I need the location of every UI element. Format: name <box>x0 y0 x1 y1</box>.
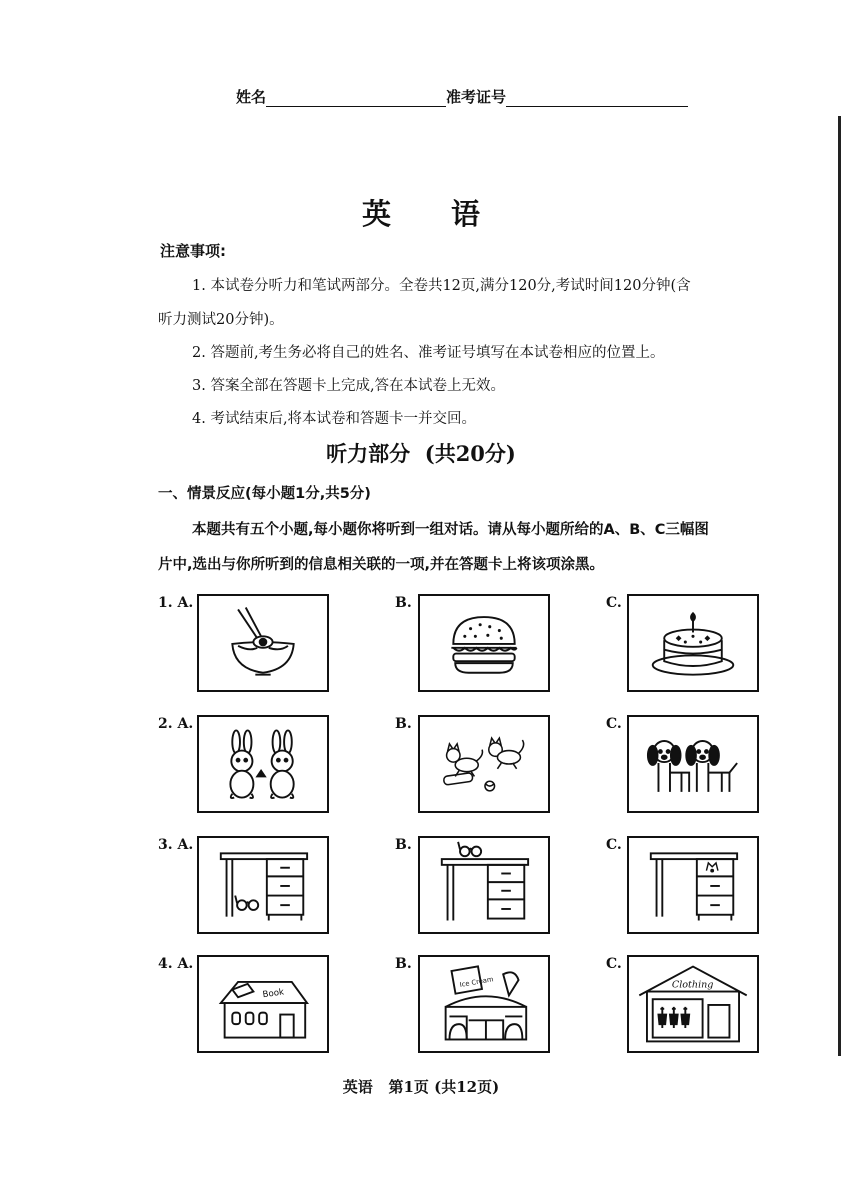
note-3: 3. 答案全部在答题卡上完成,答在本试卷上无效。 <box>192 378 506 394</box>
q3-option-c-picture[interactable] <box>627 836 759 934</box>
instruction-line-1: 本题共有五个小题,每小题你将听到一组对话。请从每小题所给的A、B、C三幅图 <box>192 522 709 538</box>
desk-cat-drawer-icon <box>629 838 757 932</box>
notes-heading: 注意事项: <box>160 242 226 260</box>
q3-option-b-picture[interactable] <box>418 836 550 934</box>
birthday-cake-icon <box>629 596 757 690</box>
page-title: 英语 <box>361 197 540 231</box>
q4-a-label: 4. A. <box>158 956 194 972</box>
q1-c-label: C. <box>606 595 622 611</box>
q2-option-b-picture[interactable] <box>418 715 550 813</box>
id-label: 准考证号 <box>446 88 507 106</box>
q4-option-b-picture[interactable] <box>418 955 550 1053</box>
q3-b-label: B. <box>395 837 412 853</box>
desk-glasses-on-icon <box>420 838 548 932</box>
note-2: 2. 答题前,考生务必将自己的姓名、准考证号填写在本试卷相应的位置上。 <box>192 345 665 361</box>
q1-option-c-picture[interactable] <box>627 594 759 692</box>
page-edge-line <box>838 116 841 1056</box>
q2-a-label: 2. A. <box>158 716 194 732</box>
part-heading: 一、情景反应(每小题1分,共5分) <box>158 486 371 502</box>
q3-c-label: C. <box>606 837 622 853</box>
ice-cream-sign-text: Ice Cream <box>459 975 494 989</box>
q4-b-label: B. <box>395 956 412 972</box>
q3-a-label: 3. A. <box>158 837 194 853</box>
instruction-line-2: 片中,选出与你所听到的信息相关联的一项,并在答题卡上将该项涂黑。 <box>158 557 605 573</box>
ice-cream-shop-icon <box>420 957 548 1051</box>
q2-option-c-picture[interactable] <box>627 715 759 813</box>
note-4: 4. 考试结束后,将本试卷和答题卡一并交回。 <box>192 411 477 427</box>
section-title: 听力部分 (共20分) <box>326 441 516 466</box>
bookstore-icon <box>199 957 327 1051</box>
q4-option-a-picture[interactable] <box>197 955 329 1053</box>
dogs-icon <box>629 717 757 811</box>
q4-option-c-picture[interactable] <box>627 955 759 1053</box>
q2-b-label: B. <box>395 716 412 732</box>
clothing-sign-text: Clothing <box>671 979 714 991</box>
q1-b-label: B. <box>395 595 412 611</box>
desk-glasses-under-icon <box>199 838 327 932</box>
q3-option-a-picture[interactable] <box>197 836 329 934</box>
q1-a-label: 1. A. <box>158 595 194 611</box>
q2-option-a-picture[interactable] <box>197 715 329 813</box>
hamburger-icon <box>420 596 548 690</box>
noodle-bowl-icon <box>199 596 327 690</box>
note-1-line-1: 1. 本试卷分听力和笔试两部分。全卷共12页,满分120分,考试时间120分钟(含 <box>192 278 691 294</box>
q2-c-label: C. <box>606 716 622 732</box>
page-footer: 英语 第1页 (共12页) <box>342 1078 500 1096</box>
name-blank <box>266 92 446 107</box>
cats-icon <box>420 717 548 811</box>
bookstore-sign-text: Book <box>262 987 285 1001</box>
q1-option-a-picture[interactable] <box>197 594 329 692</box>
note-1-line-2: 听力测试20分钟)。 <box>158 312 284 328</box>
name-label: 姓名 <box>236 88 267 106</box>
rabbits-icon <box>199 717 327 811</box>
q4-c-label: C. <box>606 956 622 972</box>
exam-header <box>236 86 688 107</box>
clothing-store-icon <box>629 957 757 1051</box>
id-blank <box>506 92 688 107</box>
q1-option-b-picture[interactable] <box>418 594 550 692</box>
